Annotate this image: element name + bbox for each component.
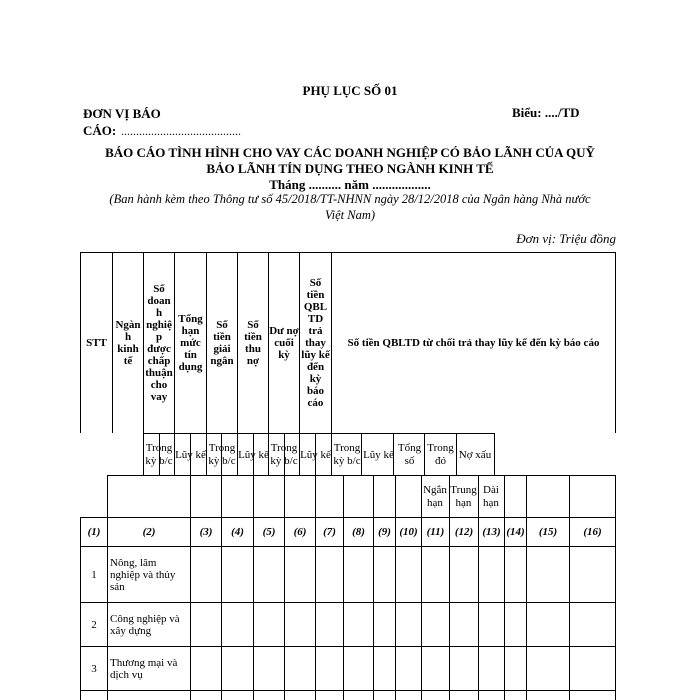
column-number: (5)	[262, 526, 276, 538]
header-guarantee-paid: Số tiền QBL TD trả thay lũy kế đến kỳ báo cáo	[301, 277, 330, 409]
column-number: (12)	[454, 526, 474, 538]
column-number: (3)	[199, 526, 213, 538]
header-refused: Số tiền QBLTD từ chối trả thay lũy kế đến kỳ báo cáo	[347, 337, 600, 349]
issuance-note-line2: Việt Nam)	[324, 208, 376, 222]
issuance-note-line1: (Ban hành kèm theo Thông tư số 45/2018/TT-NHNN ngày 28/12/2018 của Ngân hàng Nhà nước	[109, 192, 591, 206]
column-number: (4)	[231, 526, 244, 538]
subheader-total: Tổng số	[397, 442, 422, 467]
row-stt: 1	[91, 568, 97, 581]
row-sector: Thương mại và dịch vụ	[110, 656, 178, 681]
column-number: (2)	[142, 526, 156, 538]
subheader-medium-term: Trung hạn	[450, 484, 477, 509]
subheader-cumulative-4: Lũy kế	[363, 448, 394, 461]
column-number: (7)	[323, 526, 336, 538]
row-stt: 2	[91, 618, 97, 631]
column-number: (6)	[293, 526, 307, 538]
subheader-cumulative-3: Lũy kế	[300, 448, 331, 461]
reporting-unit-label-line1: ĐƠN VỊ BÁO	[83, 106, 161, 121]
column-number: (13)	[482, 526, 501, 538]
currency-unit: Đơn vị: Triệu đồng	[516, 231, 616, 246]
subheader-period-1: Trong kỳ b/c	[145, 442, 173, 467]
subheader-short-term: Ngắn hạn	[423, 484, 447, 509]
report-period: Tháng .......... năm ..................	[269, 177, 431, 192]
row-stt: 3	[91, 662, 97, 675]
appendix-title: PHỤ LỤC SỐ 01	[302, 83, 398, 98]
header-sector: Ngàn h kinh tế	[115, 319, 141, 367]
subheader-of-which: Trong đó	[427, 442, 454, 467]
header-stt: STT	[86, 337, 107, 349]
form-code: Biểu: ..../TD	[512, 105, 580, 120]
subheader-cumulative-2: Lũy kế	[238, 448, 269, 461]
reporting-unit-label-line2: CÁO:	[83, 123, 117, 138]
column-number: (14)	[506, 526, 525, 538]
header-credit-limit: Tổng hạn mức tín dụng	[178, 313, 203, 373]
column-number: (16)	[583, 526, 602, 538]
column-number: (10)	[399, 526, 418, 538]
subheader-period-3: Trong kỳ b/c	[270, 442, 298, 467]
header-collected: Số tiền thu nợ	[244, 319, 262, 367]
header-disbursed: Số tiền giải ngân	[210, 319, 234, 367]
subheader-period-2: Trong kỳ b/c	[208, 442, 236, 467]
column-number: (11)	[426, 526, 445, 538]
column-number: (15)	[538, 526, 558, 538]
header-enterprises: Số doan h nghiệ p được chấp thuận cho vay	[145, 283, 173, 403]
subheader-cumulative-1: Lũy kế	[175, 448, 206, 461]
subheader-period-4: Trong kỳ b/c	[333, 442, 361, 467]
column-number: (8)	[352, 526, 365, 538]
header-outstanding: Dư nợ cuối kỳ	[269, 325, 299, 361]
subheader-long-term: Dài hạn	[483, 484, 499, 509]
row-sector: Nông, lâm nghiệp và thủy sản	[110, 556, 176, 593]
subheader-bad-debt: Nợ xấu	[458, 448, 492, 461]
report-title-line1: BÁO CÁO TÌNH HÌNH CHO VAY CÁC DOANH NGHIỆP CÓ BẢO LÃNH CỦA QUỸ	[105, 145, 595, 160]
row-sector: Công nghiệp và xây dựng	[110, 612, 180, 637]
column-number: (1)	[87, 526, 101, 538]
report-title-line2: BẢO LÃNH TÍN DỤNG THEO NGÀNH KINH TẾ	[206, 161, 494, 176]
reporting-unit-blank: ........................................	[121, 124, 241, 138]
column-number: (9)	[378, 526, 391, 538]
